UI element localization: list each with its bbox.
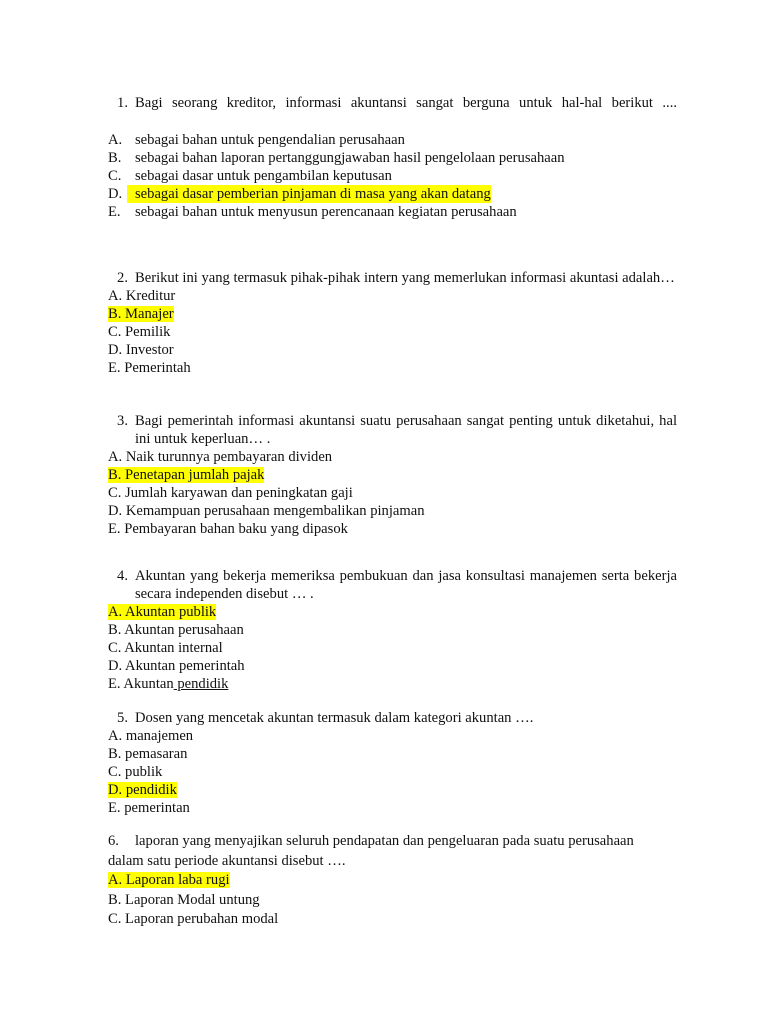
question-stem <box>108 832 677 852</box>
option-c: C. publik <box>108 764 163 780</box>
question-number: 6. <box>108 833 119 849</box>
option-a: A. sebagai bahan untuk pengendalian perusahaan <box>108 132 405 148</box>
question-text: Dosen yang mencetak akuntan termasuk dalam kategori akuntan …. <box>135 710 534 726</box>
option-c: C. Jumlah karyawan dan peningkatan gaji <box>108 485 353 501</box>
question-number: 5. <box>117 710 128 726</box>
option-c: C. Akuntan internal <box>108 640 223 656</box>
option-c: C. Laporan perubahan modal <box>108 911 279 927</box>
option-e: E. Pembayaran bahan baku yang dipasok <box>108 521 348 537</box>
question-text-continued: dalam satu periode akuntansi disebut …. <box>108 852 346 869</box>
option-b-answer: B. Manajer <box>108 306 174 322</box>
question-number: 1. <box>117 95 128 111</box>
question-text: Akuntan yang bekerja memeriksa pembukuan dan jasa konsultasi manajemen serta bekerja secara independen disebut … . <box>135 568 677 602</box>
option-a-answer: A. Laporan laba rugi <box>108 872 230 888</box>
option-e: E. sebagai bahan untuk menyusun perencanaan kegiatan perusahaan <box>108 204 517 220</box>
option-b: B. Laporan Modal untung <box>108 891 260 908</box>
option-c: C. sebagai dasar untuk pengambilan keputusan <box>108 168 392 184</box>
question-stem <box>108 412 677 448</box>
option-c: C. Pemilik <box>108 324 171 340</box>
question-text: laporan yang menyajikan seluruh pendapatan dan pengeluaran pada suatu perusahaan <box>135 833 634 849</box>
question-6 <box>108 832 677 930</box>
option-b: B. sebagai bahan laporan pertanggungjawaban hasil pengelolaan perusahaan <box>108 150 565 166</box>
answer-highlight: sebagai dasar pemberian pinjaman di masa yang akan datang <box>127 185 491 203</box>
question-stem <box>108 567 677 603</box>
option-b: B. Akuntan perusahaan <box>108 622 244 638</box>
question-stem <box>108 269 677 287</box>
question-2 <box>108 269 677 377</box>
question-1-options <box>108 131 677 221</box>
question-text: Bagi pemerintah informasi akuntansi suatu perusahaan sangat penting untuk diketahui, hal ini untuk keperluan… . <box>135 413 677 447</box>
question-text: Berikut ini yang termasuk pihak-pihak intern yang memerlukan informasi akuntasi adalah… <box>135 270 675 286</box>
question-3 <box>108 412 677 538</box>
option-b-answer: B. Penetapan jumlah pajak <box>108 467 265 483</box>
option-d: D. Investor <box>108 342 174 358</box>
option-a: A. Kreditur <box>108 288 176 304</box>
question-1 <box>108 94 677 112</box>
option-d: D. Kemampuan perusahaan mengembalikan pinjaman <box>108 503 425 519</box>
question-stem <box>108 709 677 727</box>
option-a: A. Naik turunnya pembayaran dividen <box>108 449 333 465</box>
question-5 <box>108 709 677 817</box>
question-number: 4. <box>117 568 128 584</box>
question-text: Bagi seorang kreditor, informasi akuntansi sangat berguna untuk hal-hal berikut .... <box>135 95 677 111</box>
question-number: 2. <box>117 270 128 286</box>
question-4 <box>108 567 677 693</box>
option-d-answer: D. pendidik <box>108 782 177 798</box>
question-stem <box>108 94 677 112</box>
option-a-answer: A. Akuntan publik <box>108 604 217 620</box>
question-number: 3. <box>117 413 128 429</box>
option-b: B. pemasaran <box>108 746 188 762</box>
underlined-text: pendidik <box>173 676 229 692</box>
option-d: D. Akuntan pemerintah <box>108 658 245 674</box>
option-d-answer: D. sebagai dasar pemberian pinjaman di masa yang akan datang <box>108 186 491 202</box>
option-e: E. Pemerintah <box>108 360 191 376</box>
option-e: E. Akuntan pendidik <box>108 676 229 692</box>
option-e: E. pemerintan <box>108 800 190 816</box>
option-a: A. manajemen <box>108 728 194 744</box>
